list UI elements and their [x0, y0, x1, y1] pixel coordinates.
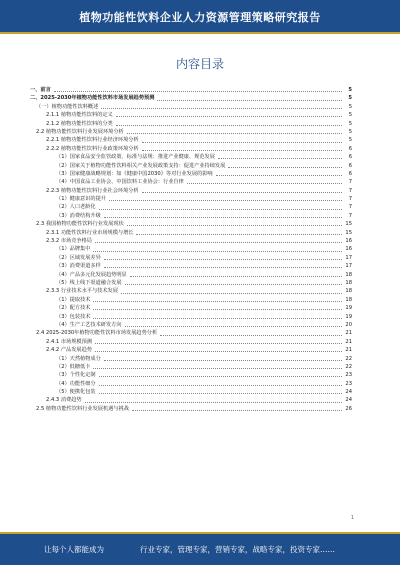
- toc-entry-page: 19: [345, 305, 352, 312]
- toc-entry-page: 21: [345, 338, 352, 345]
- toc-leader-dots: [125, 326, 342, 327]
- toc-entry[interactable]: [30, 220, 352, 228]
- toc-leader-dots: [93, 309, 342, 310]
- toc-entry-label: 2.3 我国植物功能性饮料行业发展现状: [36, 221, 124, 228]
- toc-entry-page: 21: [345, 347, 352, 354]
- toc-entry-page: 7: [348, 212, 352, 219]
- toc-leader-dots: [99, 393, 342, 394]
- toc-leader-dots: [104, 267, 342, 268]
- toc-entry[interactable]: [30, 363, 352, 371]
- toc-leader-dots: [121, 293, 342, 294]
- toc-entry[interactable]: [30, 262, 352, 270]
- toc-leader-dots: [116, 125, 342, 126]
- toc-entry-page: 7: [348, 187, 352, 194]
- toc-entry-label: 2.3.2 市场竞争格局: [46, 238, 92, 245]
- footer-slogan-left: 让每个人都能成为: [44, 545, 104, 554]
- toc-entry-page: 6: [348, 170, 352, 177]
- toc-entry[interactable]: [30, 371, 352, 379]
- toc-entry-page: 16: [345, 238, 352, 245]
- toc-entry-label: （1）健康意识的提升: [56, 196, 106, 203]
- toc-leader-dots: [99, 376, 342, 377]
- toc-entry-page: 7: [348, 204, 352, 211]
- toc-entry[interactable]: [30, 178, 352, 186]
- toc-leader-dots: [142, 192, 342, 193]
- toc-entry-label: （3）消费结构升级: [56, 212, 101, 219]
- toc-entry-page: 5: [348, 120, 352, 127]
- toc-entry-label: 二、2025-2030年植物功能性饮料市场发展趋势预测: [30, 95, 155, 102]
- toc-entry[interactable]: [30, 103, 352, 111]
- toc-entry[interactable]: [30, 254, 352, 262]
- toc-entry-label: （1）提取技术: [56, 296, 91, 303]
- toc-leader-dots: [99, 385, 342, 386]
- toc-leader-dots: [136, 234, 342, 235]
- toc-entry-page: 7: [348, 196, 352, 203]
- toc-entry-page: 15: [345, 221, 352, 228]
- toc-entry-page: 16: [345, 246, 352, 253]
- toc-entry[interactable]: [30, 296, 352, 304]
- toc-entry-label: （4）功能性细分: [56, 380, 96, 387]
- toc-entry[interactable]: [30, 237, 352, 245]
- toc-entry-page: 23: [345, 380, 352, 387]
- toc-entry-label: 2.4.2 产品发展趋势: [46, 347, 92, 354]
- toc-entry-page: 5: [348, 137, 352, 144]
- toc-leader-dots: [127, 133, 342, 134]
- toc-entry[interactable]: [30, 245, 352, 253]
- toc-entry[interactable]: [30, 338, 352, 346]
- toc-entry-page: 18: [345, 271, 352, 278]
- toc-leader-dots: [54, 91, 342, 92]
- toc-entry[interactable]: [30, 405, 352, 413]
- toc-entry-page: 5: [348, 128, 352, 135]
- toc-entry[interactable]: [30, 313, 352, 321]
- toc-entry-page: 17: [345, 254, 352, 261]
- toc-leader-dots: [142, 142, 342, 143]
- report-title: 植物功能性饮料企业人力资源管理策略研究报告: [79, 11, 321, 24]
- toc-entry-page: 24: [345, 397, 352, 404]
- toc-entry-page: 18: [345, 279, 352, 286]
- toc-entry[interactable]: [30, 271, 352, 279]
- toc-leader-dots: [93, 301, 342, 302]
- toc-entry-label: （2）低糖低卡: [56, 363, 91, 370]
- toc-entry-label: 2.4.3 消费趋势: [46, 397, 82, 404]
- report-footer: [0, 534, 400, 565]
- toc-entry[interactable]: [30, 304, 352, 312]
- toc-entry-label: （5）线上线下渠道融合发展: [56, 279, 122, 286]
- toc-entry-page: 6: [348, 162, 352, 169]
- toc-entry-label: （3）包装技术: [56, 313, 91, 320]
- toc-entry[interactable]: [30, 212, 352, 220]
- toc-entry[interactable]: [30, 162, 352, 170]
- toc-entry[interactable]: [30, 170, 352, 178]
- toc-leader-dots: [95, 242, 342, 243]
- footer-slogan-right: 行业专家，管理专家，营销专家，战略专家，投资专家……: [140, 545, 335, 554]
- toc-leader-dots: [218, 158, 342, 159]
- toc-leader-dots: [127, 225, 342, 226]
- toc-entry[interactable]: [30, 145, 352, 153]
- toc-entry-label: （2）人口老龄化: [56, 204, 96, 211]
- toc-entry-label: （2）配方技术: [56, 305, 91, 312]
- toc-entry-label: 2.1.1 植物功能性饮料的定义: [46, 112, 113, 119]
- toc-leader-dots: [104, 360, 342, 361]
- toc-entry[interactable]: [30, 355, 352, 363]
- toc-entry-label: 2.4 2025-2030年植物功能性饮料市场发展趋势分析: [36, 330, 158, 337]
- toc-entry[interactable]: [30, 287, 352, 295]
- toc-entry-page: 19: [345, 313, 352, 320]
- toc-entry-page: 15: [345, 229, 352, 236]
- toc-entry-label: 2.3.1 功能性饮料行业市场规模与增长: [46, 229, 134, 236]
- toc-leader-dots: [116, 116, 342, 117]
- toc-entry-page: 7: [348, 179, 352, 186]
- toc-leader-dots: [132, 410, 342, 411]
- toc-entry-page: 22: [345, 355, 352, 362]
- toc-entry-label: （2）国家关于植物功能性饮料相关产业发展政策支持：促进产业持续发展: [56, 162, 226, 169]
- toc-entry[interactable]: [30, 86, 352, 94]
- toc-entry[interactable]: [30, 187, 352, 195]
- toc-entry-label: 2.2.2 植物功能性饮料行业政策环境分析: [46, 145, 139, 152]
- toc-entry-label: 2.4.1 市场规模预测: [46, 338, 92, 345]
- toc-entry[interactable]: [30, 195, 352, 203]
- toc-entry-label: 一、前言: [30, 87, 51, 93]
- toc-entry[interactable]: [30, 111, 352, 119]
- toc-entry-label: 2.2.1 植物功能性饮料行业经济环境分析: [46, 137, 139, 144]
- toc-entry-page: 17: [345, 263, 352, 270]
- toc-entry-label: （1）品牌集中: [56, 246, 91, 253]
- page-number: 1: [350, 515, 354, 521]
- toc-entry-label: （3）国家健康战略规划：如《健康中国2030》等对行业发展的影响: [56, 170, 213, 177]
- toc-entry[interactable]: [30, 153, 352, 161]
- toc-entry[interactable]: [30, 388, 352, 396]
- toc-entry-label: （1）国家食品安全监管政策、标准与法规：推进产业健康、规范发展: [56, 154, 215, 161]
- toc-leader-dots: [109, 200, 342, 201]
- toc-leader-dots: [130, 276, 342, 277]
- toc-entry-page: 5: [348, 112, 352, 119]
- toc-leader-dots: [85, 402, 342, 403]
- toc-entry-label: （一）植物功能性饮料概述: [36, 103, 99, 110]
- toc-leader-dots: [101, 108, 342, 109]
- toc-leader-dots: [93, 318, 342, 319]
- toc-entry-page: 6: [348, 154, 352, 161]
- toc-entry-page: 23: [345, 372, 352, 379]
- toc-entry[interactable]: [30, 94, 352, 102]
- header-divider: [0, 32, 400, 34]
- toc-leader-dots: [142, 150, 342, 151]
- table-of-contents: [30, 86, 352, 413]
- toc-entry-page: 6: [348, 145, 352, 152]
- toc-entry[interactable]: [30, 136, 352, 144]
- toc-entry[interactable]: [30, 329, 352, 337]
- toc-entry-label: 2.3.3 行业技术水平与技术发展: [46, 288, 118, 295]
- toc-entry-page: 18: [345, 296, 352, 303]
- toc-entry-page: 24: [345, 389, 352, 396]
- toc-entry-label: （4）生产工艺技术研发方向: [56, 321, 122, 328]
- toc-entry-label: 2.1.2 植物功能性饮料的分类: [46, 120, 113, 127]
- toc-entry[interactable]: [30, 229, 352, 237]
- toc-entry-label: （3）消费渠道多样: [56, 263, 101, 270]
- toc-leader-dots: [216, 175, 342, 176]
- toc-leader-dots: [157, 100, 342, 101]
- report-header: [0, 0, 400, 32]
- toc-entry[interactable]: [30, 128, 352, 136]
- toc-entry-page: 26: [345, 405, 352, 412]
- toc-entry[interactable]: [30, 380, 352, 388]
- toc-entry-page: 20: [345, 321, 352, 328]
- toc-leader-dots: [99, 209, 342, 210]
- toc-leader-dots: [160, 335, 342, 336]
- toc-leader-dots: [93, 368, 342, 369]
- toc-entry[interactable]: [30, 203, 352, 211]
- toc-leader-dots: [95, 351, 342, 352]
- toc-entry-label: （4）产品多元化发展趋势明显: [56, 271, 127, 278]
- toc-entry-label: （2）区域发展差异: [56, 254, 101, 261]
- toc-entry-page: 18: [345, 288, 352, 295]
- toc-entry-label: （5）便携化包装: [56, 389, 96, 396]
- toc-leader-dots: [95, 343, 342, 344]
- toc-entry-label: （1）天然植物成分: [56, 355, 101, 362]
- toc-entry-label: 2.5 植物功能性饮料行业发展机遇与挑战: [36, 405, 129, 412]
- toc-entry[interactable]: [30, 120, 352, 128]
- toc-entry-page: 5: [348, 87, 352, 93]
- toc-entry-label: 2.2 植物功能性饮料行业发展环境分析: [36, 128, 124, 135]
- toc-entry[interactable]: [30, 396, 352, 404]
- toc-leader-dots: [125, 284, 342, 285]
- toc-heading: 内容目录: [175, 57, 224, 71]
- toc-leader-dots: [93, 251, 342, 252]
- toc-entry-label: 2.2.3 植物功能性饮料行业社会环境分析: [46, 187, 139, 194]
- toc-entry-page: 5: [348, 103, 352, 110]
- toc-leader-dots: [187, 183, 342, 184]
- toc-leader-dots: [228, 167, 342, 168]
- toc-entry-label: （3）个性化定制: [56, 372, 96, 379]
- toc-entry-page: 5: [348, 95, 352, 102]
- toc-leader-dots: [104, 217, 342, 218]
- toc-leader-dots: [104, 259, 342, 260]
- toc-entry[interactable]: [30, 346, 352, 354]
- toc-entry[interactable]: [30, 279, 352, 287]
- toc-entry-page: 22: [345, 363, 352, 370]
- toc-entry-label: （4）中国食品工业协会、中国饮料工业协会：行业自律: [56, 179, 184, 186]
- toc-entry[interactable]: [30, 321, 352, 329]
- toc-entry-page: 21: [345, 330, 352, 337]
